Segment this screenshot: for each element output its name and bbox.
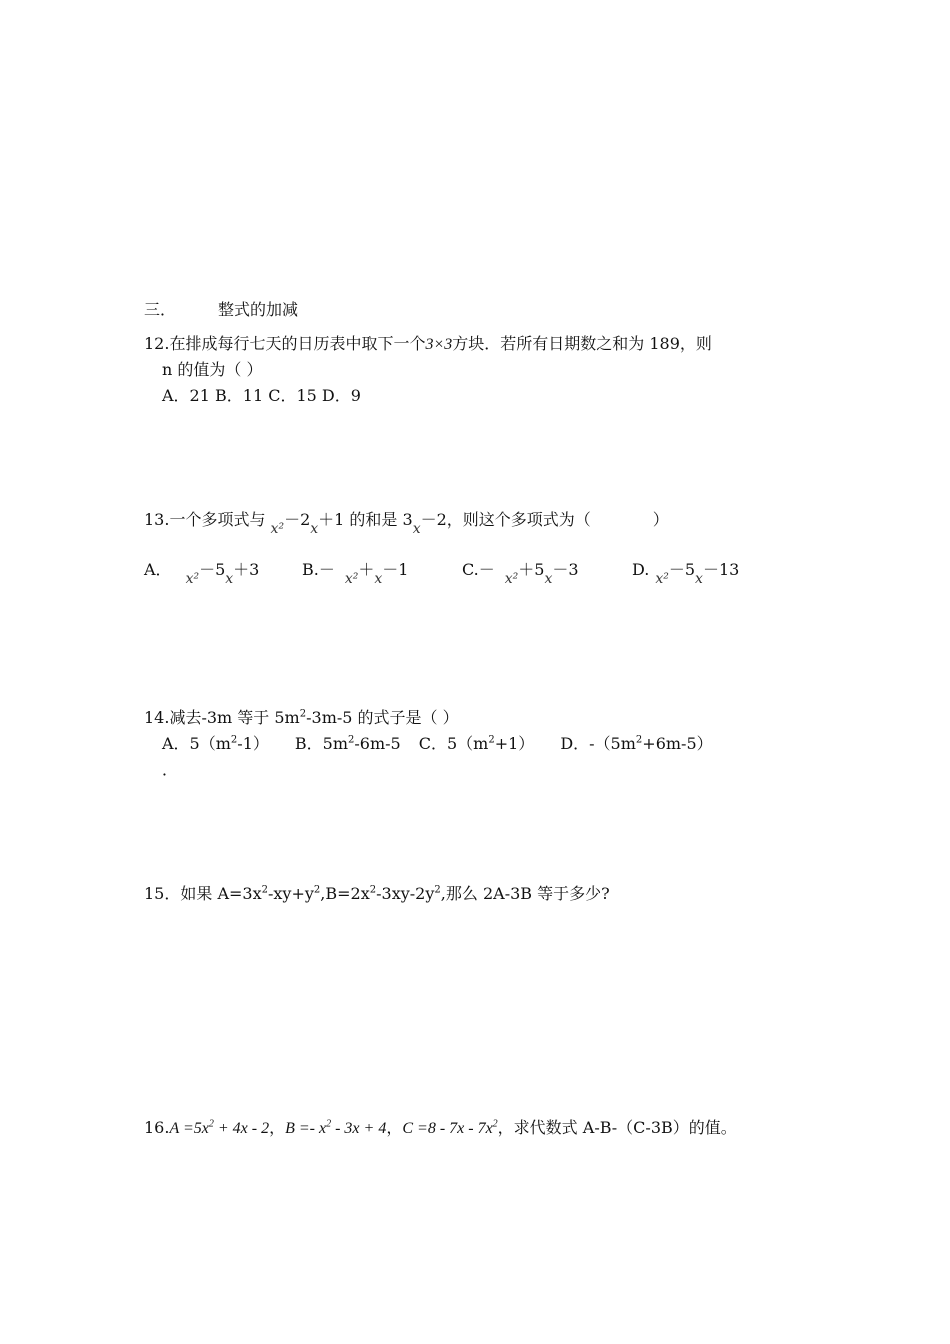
option-c: C．$5(m^2+1)$ bbox=[418, 734, 535, 753]
question-12-line2: n 的值为（ ） bbox=[162, 360, 263, 379]
expr-a: $A =5x^2 + 4x - 2$ bbox=[169, 1118, 270, 1137]
question-14-options bbox=[162, 734, 713, 754]
question-13-option-b: B.－ x²＋x－1 bbox=[302, 560, 409, 587]
question-14-stem: 14.减去-3m 等于 $5m^2-3m-5$ 的式子是（ ） bbox=[144, 708, 459, 727]
section-title: 整式的加减 bbox=[218, 300, 299, 319]
section-heading bbox=[144, 300, 298, 320]
question-14-dot: ． bbox=[162, 760, 179, 779]
math-3x3: 3×3 bbox=[425, 336, 453, 353]
question-15: 15．如果 $A=3x^2-xy+y^2,B=2x^2-3xy-2y^2$,那么 2A-3B 等于多少? bbox=[144, 884, 610, 903]
expr-c: $C =8 - 7x - 7x^2$ bbox=[402, 1118, 498, 1137]
option-b: B．$5m^2-6m-5$ bbox=[294, 734, 401, 753]
x-var: x bbox=[412, 521, 421, 537]
expr-b: $B =- x^2 - 3x + 4$ bbox=[285, 1118, 387, 1137]
question-13-option-c: C.－ x²＋5x－3 bbox=[462, 560, 579, 587]
question-13-option-a: A． x²－5x＋3 bbox=[144, 560, 260, 587]
option-a: A．$5(m^2-1)$ bbox=[162, 734, 269, 753]
x-squared: x² bbox=[270, 521, 285, 537]
question-12-options: A．21 B．11 C．15 D．9 bbox=[162, 386, 361, 405]
question-16: $16.A =5x^2 + 4x - 2$，$B =- x^2 - 3x + 4$，$C =8 - 7x - 7x^2$，求代数式 A-B-（C-3B）的值。 bbox=[144, 1118, 737, 1137]
section-number: 三． bbox=[144, 300, 177, 319]
question-13-option-d: D. x²－5x－13 bbox=[632, 560, 740, 587]
question-13-stem: 13.一个多项式与 x²－2x＋1 的和是 3x－2，则这个多项式为（ ） bbox=[144, 510, 669, 537]
option-d: D．$-(5m^2+6m-5)$ bbox=[560, 734, 713, 753]
x-var: x bbox=[310, 521, 319, 537]
question-12-line1: 12.在排成每行七天的日历表中取下一个3×3方块．若所有日期数之和为 189，则 bbox=[144, 334, 712, 353]
